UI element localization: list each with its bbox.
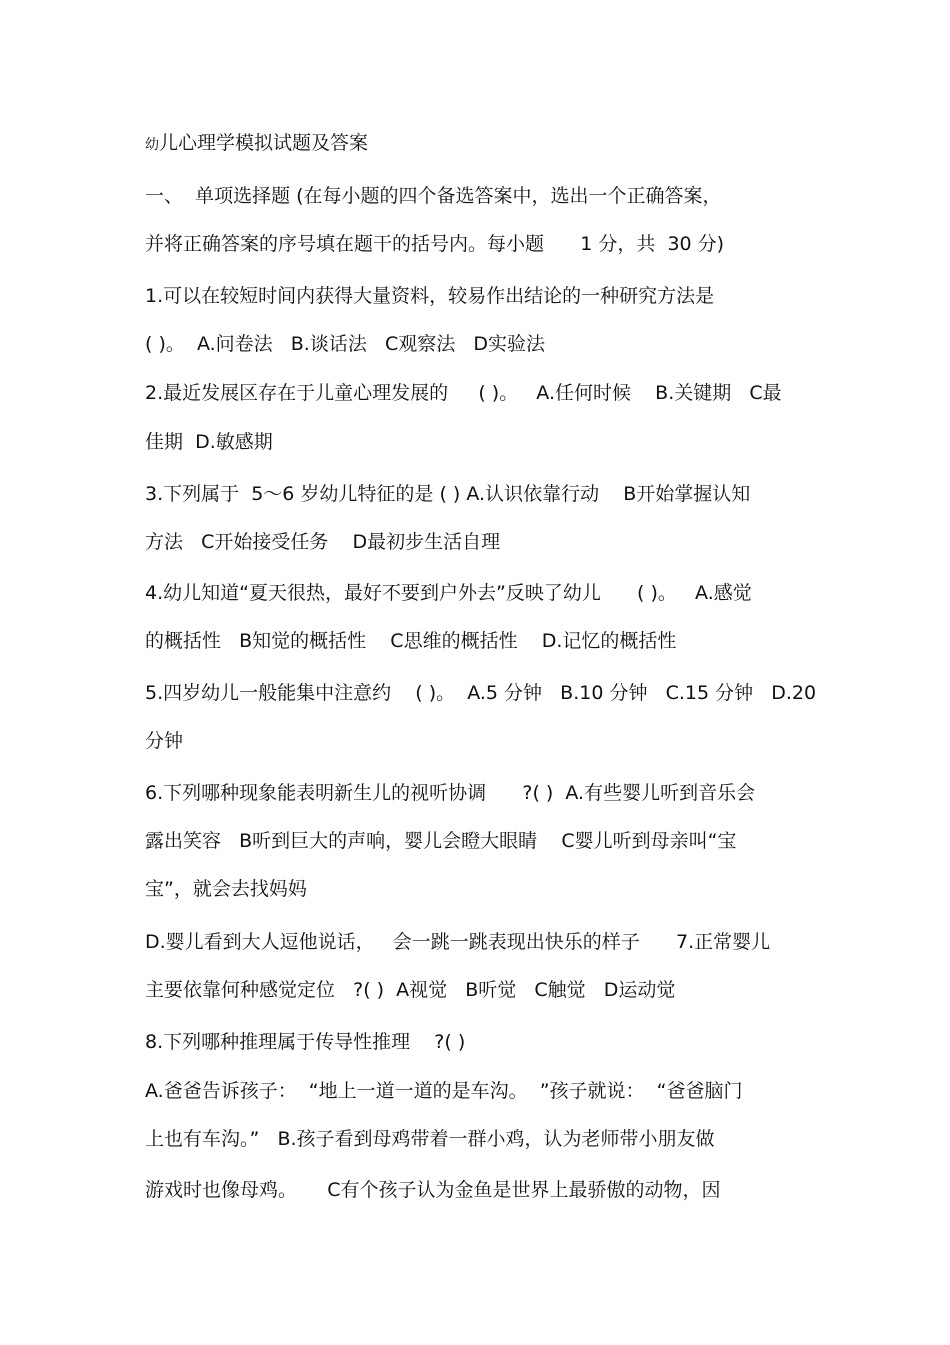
title-prefix: 幼 [145, 137, 159, 153]
question-5-line-1: 5.四岁幼儿一般能集中注意约 ( )。 A.5 分钟 B.10 分钟 C.15 分钟 D.20 [145, 682, 817, 704]
question-4-line-2: 的概括性 B知觉的概括性 C思维的概括性 D.记忆的概括性 [145, 630, 677, 652]
question-8-line-4: 游戏时也像母鸡。 C有个孩子认为金鱼是世界上最骄傲的动物，因 [145, 1179, 721, 1201]
question-3-line-1: 3.下列属于 5～6 岁幼儿特征的是 ( ) A.认识依靠行动 B开始掌握认知 [145, 483, 751, 505]
question-6-line-2: 露出笑容 B听到巨大的声响，婴儿会瞪大眼睛 C婴儿听到母亲叫“宝 [145, 830, 737, 852]
question-5-line-2: 分钟 [145, 730, 184, 752]
section-heading-line-2: 并将正确答案的序号填在题干的括号内。每小题 1 分，共 30 分) [145, 233, 725, 255]
question-6-line-3: 宝”，就会去找妈妈 [145, 878, 307, 900]
section-heading-line-1: 一、 单项选择题 (在每小题的四个备选答案中，选出一个正确答案， [145, 185, 722, 207]
question-3-line-2: 方法 C开始接受任务 D最初步生活自理 [145, 531, 501, 553]
question-1-line-2: ( )。 A.问卷法 B.谈话法 C观察法 D实验法 [145, 333, 545, 355]
question-6-line-1: 6.下列哪种现象能表明新生儿的视听协调 ?( ) A.有些婴儿听到音乐会 [145, 782, 756, 804]
question-6-7-line: D.婴儿看到大人逗他说话， 会一跳一跳表现出快乐的样子 7.正常婴儿 [145, 931, 771, 953]
title-text: 儿心理学模拟试题及答案 [159, 132, 369, 154]
question-8-line-3: 上也有车沟。” B.孩子看到母鸡带着一群小鸡，认为老师带小朋友做 [145, 1128, 715, 1150]
page-title [145, 128, 368, 155]
question-2-line-2: 佳期 D.敏感期 [145, 431, 273, 453]
question-8-line-2: A.爸爸告诉孩子： “地上一道一道的是车沟。 ”孩子就说： “爸爸脑门 [145, 1080, 743, 1102]
question-2-line-1: 2.最近发展区存在于儿童心理发展的 ( )。 A.任何时候 B.关键期 C最 [145, 382, 782, 404]
question-1-line-1: 1.可以在较短时间内获得大量资料，较易作出结论的一种研究方法是 [145, 285, 715, 307]
question-4-line-1: 4.幼儿知道“夏天很热，最好不要到户外去”反映了幼儿 ( )。 A.感觉 [145, 582, 752, 604]
question-8-line-1: 8.下列哪种推理属于传导性推理 ?( ) [145, 1031, 466, 1053]
question-7-line: 主要依靠何种感觉定位 ?( ) A视觉 B听觉 C触觉 D运动觉 [145, 979, 676, 1001]
